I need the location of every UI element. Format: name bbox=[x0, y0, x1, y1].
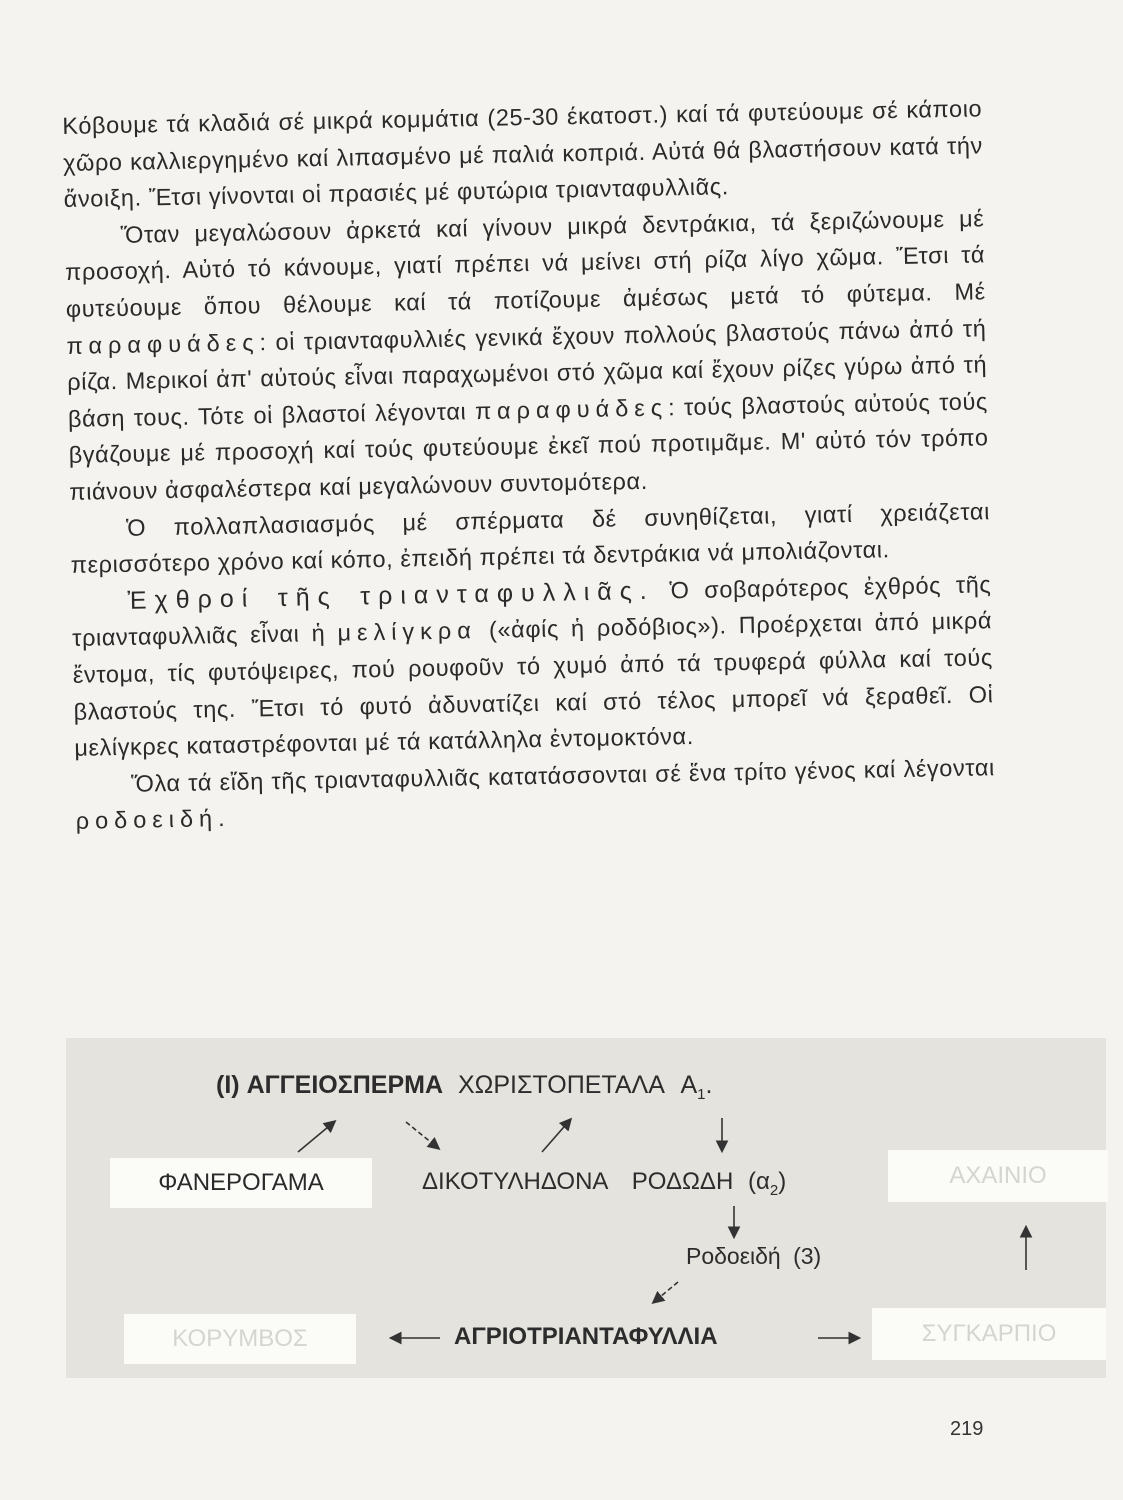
diagram-rodode: ΡΟΔΩΔΗ bbox=[631, 1168, 734, 1195]
text-run: Κόβουμε τά κλαδιά σέ μικρά κομμάτια (25-30 έκατοστ.) καί τά φυτεύουμε σέ κάποιο χῶρο καλλιεργημένο καί λιπασμένο μέ παλιά κοπριά. Αὐτά θά βλαστήσουν κατά τήν ἄνοιξη. Ἔτσι γίνονται οἱ πρασιές μέ φυτώρια τριανταφυλλιᾶς. bbox=[62, 95, 984, 213]
emphasized-term: Ἐχθροί τῆς τριανταφυλλιᾶς. bbox=[127, 576, 655, 615]
body-text bbox=[62, 90, 996, 839]
box-phanerogama bbox=[110, 1158, 372, 1208]
paragraph bbox=[64, 200, 989, 510]
diagram-angiosperma: ΑΓΓΕΙΟΣΠΕΡΜΑ bbox=[246, 1071, 444, 1099]
emphasized-term: παραφυάδες bbox=[474, 394, 669, 424]
box-korymvos bbox=[124, 1314, 356, 1364]
diagram-row-dikotyl bbox=[422, 1168, 786, 1199]
diagram-mark-a2-sub: 2 bbox=[769, 1181, 779, 1199]
diagram-mark-a: Α bbox=[680, 1071, 698, 1099]
box-achainio bbox=[888, 1150, 1108, 1202]
arrow-down-left bbox=[654, 1282, 678, 1302]
diagram-mark-a2-end: ) bbox=[778, 1168, 787, 1195]
text-run: Ὅλα τά εἴδη τῆς τριανταφυλλιᾶς κατατάσσονται σέ ἕνα τρίτο γένος καί λέγονται bbox=[130, 753, 996, 797]
emphasized-term: παραφυάδες bbox=[66, 328, 260, 359]
classification-diagram bbox=[66, 1038, 1106, 1378]
text-run: Ὁ σοβαρότερος ἐχθρός τῆς τριανταφυλλιᾶς εἶναι ἡ bbox=[71, 570, 992, 652]
diagram-rodoeidi: Ροδοειδή bbox=[686, 1243, 781, 1269]
paragraph bbox=[62, 90, 984, 217]
diagram-phanerogama: ΦΑΝΕΡΟΓΑΜΑ bbox=[158, 1169, 324, 1196]
arrow-down-right bbox=[406, 1122, 438, 1148]
text-run: : οἱ τριανταφυλλιές γενικά ἔχουν πολλούς βλαστούς πάνω ἀπό τή ρίζα. Μερικοί ἀπ' αὐτούς εἶναι παραχωμένοι στό χῶμα καί ἔχουν ρίζες γύρω ἀπό τή βάση τους. Τότε οἱ βλαστοί λέγονται bbox=[67, 314, 988, 432]
diagram-mark-a2-text: (α bbox=[747, 1168, 770, 1195]
diagram-mark-3: (3) bbox=[793, 1243, 822, 1269]
text-run: Ὅταν μεγαλώσουν ἀρκετά καί γίνουν μικρά δεντράκια, τά ξεριζώνουμε μέ προσοχή. Αὐτό τό κάνουμε, γιατί πρέπει νά μείνει στή ρίζα λίγο χῶμα. Ἔτσι τά φυτεύουμε ὅπου θέλουμε καί τά ποτίζουμε ἀμέσως μετά τό φύτεμα. Μέ bbox=[64, 205, 986, 322]
diagram-sygkarpio: ΣΥΓΚΑΡΠΙΟ bbox=[921, 1320, 1057, 1347]
diagram-agriotriantafyllia: ΑΓΡΙΟΤΡΙΑΝΤΑΦΥΛΛΙΑ bbox=[454, 1323, 718, 1350]
diagram-achainio: ΑΧΑΙΝΙΟ bbox=[949, 1162, 1047, 1189]
diagram-mark-a-end: . bbox=[705, 1071, 713, 1099]
paragraph bbox=[71, 566, 994, 767]
diagram-dikotyl: ΔΙΚΟΤΥΛΗΔΟΝΑ bbox=[422, 1168, 608, 1195]
diagram-korymvos: ΚΟΡΥΜΒΟΣ bbox=[172, 1325, 308, 1352]
arrow-up-right-2 bbox=[542, 1120, 570, 1152]
text-run: Ὁ πολλαπλασιασμός μέ σπέρματα δέ συνηθίζεται, γιατί χρειάζεται περισσότερο χρόνο καί κόπο, ἐπειδή πρέπει τά δεντράκια νά μπολιάζονται. bbox=[70, 497, 991, 579]
diagram-choristopetala: ΧΩΡΙΣΤΟΠΕΤΑΛΑ bbox=[457, 1071, 664, 1099]
diagram-prefix: (Ι) bbox=[216, 1071, 240, 1099]
box-sygkarpio bbox=[872, 1308, 1106, 1360]
emphasized-term: μελίγκρα bbox=[337, 617, 478, 647]
arrow-up-right-1 bbox=[298, 1122, 334, 1152]
diagram-row-rodoeidi bbox=[686, 1243, 821, 1270]
diagram-mark-a-sub: 1 bbox=[697, 1086, 706, 1103]
page-number: 219 bbox=[950, 1418, 984, 1440]
text-run: («ἀφίς ἡ ροδόβιος»). Προέρχεται ἀπό μικρά ἔντομα, τίς φυτόψειρες, πού ρουφοῦν τό χυμό ἀπό τά τρυφερά φύλλα καί τούς βλαστούς της. Ἔτσι τό φυτό ἀδυνατίζει καί στό τέλος μπορεῖ νά ξεραθεῖ. Οἱ μελίγκρες καταστρέφονται μέ τά κατάλληλα ἐντομοκτόνα. bbox=[72, 607, 994, 761]
emphasized-term: ροδοειδή bbox=[75, 805, 219, 835]
diagram-mark-a2 bbox=[747, 1168, 787, 1199]
text-run: . bbox=[217, 805, 226, 832]
text-run: : τούς βλαστούς αὐτούς τούς βγάζουμε μέ προσοχή καί τούς φυτεύουμε ἐκεῖ πού προτιμᾶμε. Μ' αὐτό τόν τρόπο πιάνουν ἀσφαλέστερα καί μεγαλώνουν συντομότερα. bbox=[68, 388, 989, 505]
